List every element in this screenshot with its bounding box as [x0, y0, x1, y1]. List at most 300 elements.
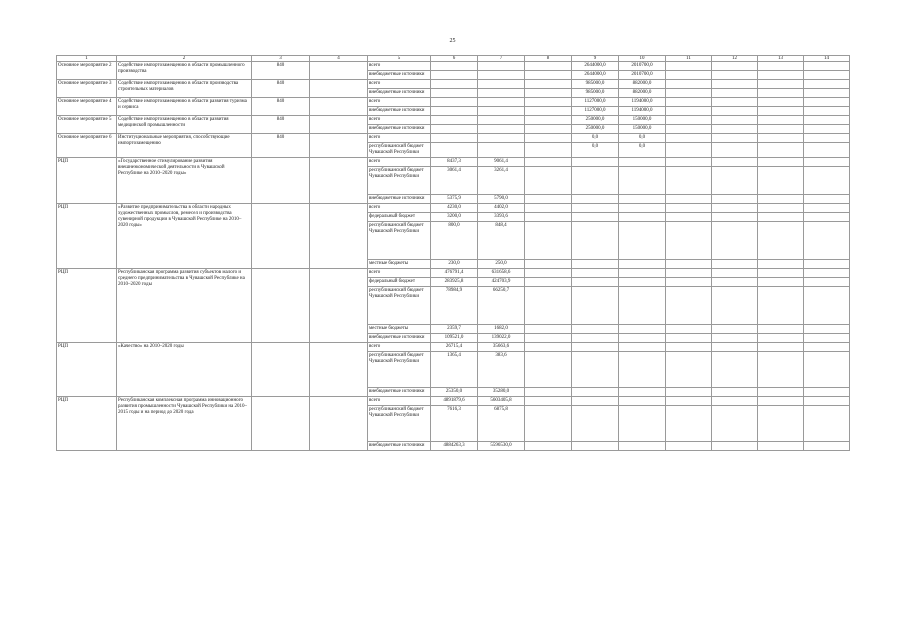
page-number: 25: [449, 38, 456, 44]
amount-col9-cell: [572, 213, 619, 222]
empty-cell: [712, 325, 758, 334]
funding-source-cell: всего: [368, 98, 431, 107]
amount-col6-cell: 25350,0: [431, 388, 478, 397]
amount-col9-cell: [572, 204, 619, 213]
amount-col10-cell: [619, 352, 666, 388]
table-row: [57, 397, 850, 406]
program-type-cell: РЦП: [57, 397, 117, 451]
funding-source-cell: внебюджетные источники: [368, 442, 431, 451]
empty-cell: [310, 204, 368, 269]
amount-col6-cell: 800,0: [431, 222, 478, 260]
empty-cell: [758, 98, 804, 107]
amount-col10-cell: 2010700,0: [619, 71, 666, 80]
empty-cell: [525, 80, 572, 89]
empty-cell: [804, 260, 850, 269]
empty-cell: [758, 167, 804, 195]
empty-cell: [666, 352, 712, 388]
amount-col6-cell: 230,0: [431, 260, 478, 269]
column-number: 13: [758, 56, 804, 62]
amount-col10-cell: 882000,0: [619, 80, 666, 89]
funding-source-cell: всего: [368, 158, 431, 167]
empty-cell: [804, 71, 850, 80]
budget-table: [56, 55, 850, 451]
empty-cell: [712, 71, 758, 80]
empty-cell: [804, 89, 850, 98]
amount-col9-cell: [572, 287, 619, 325]
amount-col6-cell: [431, 143, 478, 158]
responsible-code-cell: [252, 343, 310, 397]
empty-cell: [666, 325, 712, 334]
empty-cell: [758, 388, 804, 397]
empty-cell: [666, 134, 712, 143]
amount-col6-cell: 4884263,3: [431, 442, 478, 451]
table-row: [57, 269, 850, 278]
program-name-cell: «Развитие предпринимательства в области народных художественных промыслов, ремесел и производства сувенирной продукции в Чувашской Республике на 2010–2020 годы»: [117, 204, 252, 269]
empty-cell: [666, 71, 712, 80]
program-name-cell: Содействие импортозамещению в области промышленного производства: [117, 62, 252, 80]
empty-cell: [712, 134, 758, 143]
funding-source-cell: всего: [368, 62, 431, 71]
amount-col7-cell: [478, 143, 525, 158]
empty-cell: [804, 98, 850, 107]
responsible-code-cell: 840: [252, 98, 310, 116]
amount-col6-cell: [431, 134, 478, 143]
program-type-cell: Основное мероприятие 2: [57, 62, 117, 80]
empty-cell: [525, 204, 572, 213]
amount-col9-cell: [572, 278, 619, 287]
empty-cell: [666, 98, 712, 107]
amount-col9-cell: 2644000,0: [572, 62, 619, 71]
amount-col7-cell: 3261,4: [478, 167, 525, 195]
empty-cell: [758, 71, 804, 80]
amount-col10-cell: [619, 204, 666, 213]
empty-cell: [525, 222, 572, 260]
amount-col9-cell: [572, 352, 619, 388]
empty-cell: [525, 98, 572, 107]
amount-col10-cell: [619, 167, 666, 195]
empty-cell: [525, 89, 572, 98]
empty-cell: [310, 397, 368, 451]
empty-cell: [666, 388, 712, 397]
empty-cell: [758, 222, 804, 260]
responsible-code-cell: [252, 269, 310, 343]
empty-cell: [310, 116, 368, 134]
empty-cell: [712, 406, 758, 442]
empty-cell: [758, 204, 804, 213]
funding-source-cell: внебюджетные источники: [368, 107, 431, 116]
empty-cell: [804, 269, 850, 278]
amount-col9-cell: 0,0: [572, 134, 619, 143]
empty-cell: [666, 222, 712, 260]
column-number: 7: [478, 56, 525, 62]
empty-cell: [666, 80, 712, 89]
empty-cell: [712, 213, 758, 222]
empty-cell: [804, 158, 850, 167]
empty-cell: [666, 269, 712, 278]
column-number: 3: [252, 56, 310, 62]
empty-cell: [804, 195, 850, 204]
amount-col7-cell: 383,6: [478, 352, 525, 388]
empty-cell: [525, 213, 572, 222]
empty-cell: [758, 158, 804, 167]
empty-cell: [712, 62, 758, 71]
empty-cell: [758, 260, 804, 269]
amount-col7-cell: 848,4: [478, 222, 525, 260]
responsible-code-cell: 840: [252, 80, 310, 98]
empty-cell: [712, 278, 758, 287]
program-name-cell: Республиканская программа развития субъектов малого и среднего предпринимательства в Чувашской Республике на 2010–2020 годы: [117, 269, 252, 343]
funding-source-cell: федеральный бюджет: [368, 278, 431, 287]
empty-cell: [666, 343, 712, 352]
amount-col9-cell: 250000,0: [572, 125, 619, 134]
amount-col7-cell: 250,0: [478, 260, 525, 269]
empty-cell: [525, 143, 572, 158]
amount-col9-cell: [572, 388, 619, 397]
empty-cell: [758, 116, 804, 125]
amount-col6-cell: [431, 71, 478, 80]
program-type-cell: РЦП: [57, 204, 117, 269]
table-row: [57, 80, 850, 89]
empty-cell: [712, 343, 758, 352]
amount-col10-cell: [619, 334, 666, 343]
empty-cell: [525, 343, 572, 352]
column-number: 14: [804, 56, 850, 62]
empty-cell: [804, 287, 850, 325]
empty-cell: [525, 62, 572, 71]
empty-cell: [525, 125, 572, 134]
program-type-cell: РЦП: [57, 343, 117, 397]
funding-source-cell: внебюджетные источники: [368, 125, 431, 134]
empty-cell: [666, 143, 712, 158]
amount-col6-cell: [431, 80, 478, 89]
empty-cell: [804, 204, 850, 213]
amount-col7-cell: [478, 71, 525, 80]
empty-cell: [712, 397, 758, 406]
column-number: 6: [431, 56, 478, 62]
responsible-code-cell: 840: [252, 62, 310, 80]
table-row: [57, 98, 850, 107]
program-name-cell: Институциональные мероприятия, способствующие импортозамещению: [117, 134, 252, 158]
column-number: 4: [310, 56, 368, 62]
empty-cell: [712, 80, 758, 89]
column-number: 12: [712, 56, 758, 62]
table-row: [57, 158, 850, 167]
empty-cell: [525, 269, 572, 278]
empty-cell: [712, 260, 758, 269]
table-row: [57, 343, 850, 352]
amount-col7-cell: 35280,0: [478, 388, 525, 397]
empty-cell: [525, 107, 572, 116]
funding-source-cell: всего: [368, 80, 431, 89]
amount-col10-cell: [619, 397, 666, 406]
empty-cell: [310, 158, 368, 204]
empty-cell: [758, 343, 804, 352]
column-number: 1: [57, 56, 117, 62]
amount-col6-cell: 4230,0: [431, 204, 478, 213]
amount-col9-cell: [572, 406, 619, 442]
amount-col7-cell: 6875,8: [478, 406, 525, 442]
empty-cell: [666, 260, 712, 269]
amount-col9-cell: 985000,0: [572, 89, 619, 98]
amount-col6-cell: 8437,3: [431, 158, 478, 167]
funding-source-cell: республиканский бюджет Чувашской Республики: [368, 222, 431, 260]
column-number: 2: [117, 56, 252, 62]
empty-cell: [666, 213, 712, 222]
empty-cell: [712, 195, 758, 204]
empty-cell: [525, 195, 572, 204]
empty-cell: [310, 80, 368, 98]
program-type-cell: Основное мероприятие 3: [57, 80, 117, 98]
amount-col10-cell: 2010700,0: [619, 62, 666, 71]
amount-col7-cell: [478, 125, 525, 134]
funding-source-cell: республиканский бюджет Чувашской Республики: [368, 352, 431, 388]
empty-cell: [712, 287, 758, 325]
empty-cell: [758, 287, 804, 325]
empty-cell: [525, 134, 572, 143]
empty-cell: [525, 397, 572, 406]
amount-col6-cell: 5375,9: [431, 195, 478, 204]
empty-cell: [310, 62, 368, 80]
empty-cell: [758, 334, 804, 343]
empty-cell: [758, 406, 804, 442]
funding-source-cell: внебюджетные источники: [368, 195, 431, 204]
amount-col7-cell: [478, 89, 525, 98]
empty-cell: [525, 334, 572, 343]
empty-cell: [758, 62, 804, 71]
empty-cell: [525, 406, 572, 442]
amount-col10-cell: [619, 260, 666, 269]
program-name-cell: Республиканская комплексная программа инновационного развития промышленности Чувашской Республики на 2010–2015 годы и на период до 2020 года: [117, 397, 252, 451]
funding-source-cell: всего: [368, 269, 431, 278]
empty-cell: [525, 287, 572, 325]
empty-cell: [666, 204, 712, 213]
empty-cell: [712, 89, 758, 98]
program-type-cell: Основное мероприятие 4: [57, 98, 117, 116]
amount-col6-cell: 26715,4: [431, 343, 478, 352]
funding-source-cell: внебюджетные источники: [368, 89, 431, 98]
empty-cell: [758, 442, 804, 451]
amount-col7-cell: 5603405,8: [478, 397, 525, 406]
amount-col7-cell: 3393,6: [478, 213, 525, 222]
empty-cell: [804, 352, 850, 388]
empty-cell: [666, 334, 712, 343]
empty-cell: [666, 278, 712, 287]
empty-cell: [712, 442, 758, 451]
amount-col10-cell: [619, 343, 666, 352]
empty-cell: [712, 143, 758, 158]
amount-col7-cell: 4402,0: [478, 204, 525, 213]
amount-col7-cell: [478, 107, 525, 116]
empty-cell: [804, 134, 850, 143]
amount-col6-cell: [431, 89, 478, 98]
empty-cell: [758, 278, 804, 287]
funding-source-cell: республиканский бюджет Чувашской Республики: [368, 406, 431, 442]
amount-col9-cell: [572, 260, 619, 269]
empty-cell: [712, 388, 758, 397]
amount-col7-cell: 66250,7: [478, 287, 525, 325]
empty-cell: [804, 125, 850, 134]
amount-col10-cell: 1194000,0: [619, 98, 666, 107]
program-type-cell: РЦП: [57, 158, 117, 204]
amount-col9-cell: 2644000,0: [572, 71, 619, 80]
empty-cell: [666, 442, 712, 451]
amount-col7-cell: [478, 134, 525, 143]
empty-cell: [804, 442, 850, 451]
funding-source-cell: всего: [368, 134, 431, 143]
empty-cell: [758, 143, 804, 158]
program-name-cell: Содействие импортозамещению в области развития медицинской промышленности: [117, 116, 252, 134]
amount-col10-cell: [619, 213, 666, 222]
funding-source-cell: всего: [368, 116, 431, 125]
empty-cell: [758, 269, 804, 278]
empty-cell: [666, 125, 712, 134]
amount-col6-cell: 78984,9: [431, 287, 478, 325]
empty-cell: [666, 287, 712, 325]
amount-col10-cell: 882000,0: [619, 89, 666, 98]
funding-source-cell: республиканский бюджет Чувашской Республики: [368, 167, 431, 195]
amount-col7-cell: [478, 116, 525, 125]
amount-col6-cell: 1365,4: [431, 352, 478, 388]
amount-col7-cell: [478, 80, 525, 89]
amount-col10-cell: 0,0: [619, 143, 666, 158]
empty-cell: [804, 334, 850, 343]
empty-cell: [525, 71, 572, 80]
empty-cell: [712, 269, 758, 278]
amount-col9-cell: [572, 269, 619, 278]
empty-cell: [804, 278, 850, 287]
empty-cell: [804, 143, 850, 158]
funding-source-cell: внебюджетные источники: [368, 334, 431, 343]
empty-cell: [525, 167, 572, 195]
amount-col7-cell: 5596530,0: [478, 442, 525, 451]
amount-col10-cell: 150000,0: [619, 125, 666, 134]
amount-col6-cell: [431, 116, 478, 125]
amount-col6-cell: [431, 98, 478, 107]
funding-source-cell: внебюджетные источники: [368, 388, 431, 397]
amount-col9-cell: 1127000,0: [572, 107, 619, 116]
amount-col9-cell: [572, 325, 619, 334]
table-row: [57, 116, 850, 125]
empty-cell: [758, 125, 804, 134]
amount-col7-cell: 631658,6: [478, 269, 525, 278]
amount-col7-cell: 139022,0: [478, 334, 525, 343]
amount-col9-cell: [572, 167, 619, 195]
table-row: [57, 204, 850, 213]
column-number: 5: [368, 56, 431, 62]
responsible-code-cell: 840: [252, 116, 310, 134]
amount-col9-cell: [572, 334, 619, 343]
empty-cell: [804, 213, 850, 222]
funding-source-cell: федеральный бюджет: [368, 213, 431, 222]
table-row: [57, 134, 850, 143]
empty-cell: [804, 388, 850, 397]
empty-cell: [712, 116, 758, 125]
amount-col10-cell: [619, 158, 666, 167]
amount-col10-cell: 0,0: [619, 134, 666, 143]
amount-col10-cell: [619, 442, 666, 451]
empty-cell: [666, 406, 712, 442]
empty-cell: [804, 406, 850, 442]
empty-cell: [525, 278, 572, 287]
amount-col9-cell: 250000,0: [572, 116, 619, 125]
amount-col7-cell: 35663,6: [478, 343, 525, 352]
empty-cell: [666, 397, 712, 406]
program-type-cell: Основное мероприятие 6: [57, 134, 117, 158]
empty-cell: [712, 167, 758, 195]
table-row: [57, 62, 850, 71]
empty-cell: [712, 158, 758, 167]
amount-col7-cell: 9061,4: [478, 158, 525, 167]
amount-col9-cell: 1127000,0: [572, 98, 619, 107]
responsible-code-cell: 840: [252, 134, 310, 158]
column-number: 8: [525, 56, 572, 62]
empty-cell: [310, 343, 368, 397]
amount-col7-cell: 5790,0: [478, 195, 525, 204]
empty-cell: [310, 98, 368, 116]
empty-cell: [804, 343, 850, 352]
empty-cell: [804, 107, 850, 116]
amount-col7-cell: [478, 98, 525, 107]
empty-cell: [525, 352, 572, 388]
amount-col9-cell: 985000,0: [572, 80, 619, 89]
program-name-cell: «Государственное стимулирование развития внешнеэкономической деятельности в Чувашской Республике на 2010–2020 годы»: [117, 158, 252, 204]
empty-cell: [525, 442, 572, 451]
amount-col7-cell: 1682,0: [478, 325, 525, 334]
empty-cell: [804, 222, 850, 260]
amount-col6-cell: 2359,7: [431, 325, 478, 334]
amount-col9-cell: [572, 222, 619, 260]
amount-col9-cell: 0,0: [572, 143, 619, 158]
funding-source-cell: республиканский бюджет Чувашской Республики: [368, 143, 431, 158]
program-type-cell: РЦП: [57, 269, 117, 343]
responsible-code-cell: [252, 204, 310, 269]
empty-cell: [666, 167, 712, 195]
amount-col7-cell: 424703,9: [478, 278, 525, 287]
empty-cell: [758, 89, 804, 98]
amount-col6-cell: 3061,4: [431, 167, 478, 195]
amount-col6-cell: [431, 125, 478, 134]
amount-col6-cell: 283925,8: [431, 278, 478, 287]
empty-cell: [310, 269, 368, 343]
empty-cell: [712, 107, 758, 116]
amount-col6-cell: 476791,4: [431, 269, 478, 278]
amount-col10-cell: [619, 388, 666, 397]
funding-source-cell: местные бюджеты: [368, 325, 431, 334]
amount-col9-cell: [572, 158, 619, 167]
empty-cell: [525, 325, 572, 334]
empty-cell: [758, 397, 804, 406]
empty-cell: [758, 107, 804, 116]
funding-source-cell: внебюджетные источники: [368, 71, 431, 80]
amount-col6-cell: 3200,0: [431, 213, 478, 222]
empty-cell: [804, 80, 850, 89]
program-name-cell: «Качество» на 2010–2020 годы: [117, 343, 252, 397]
empty-cell: [712, 125, 758, 134]
empty-cell: [712, 98, 758, 107]
empty-cell: [712, 352, 758, 388]
empty-cell: [712, 334, 758, 343]
empty-cell: [525, 388, 572, 397]
program-name-cell: Содействие импортозамещению в области развития туризма и сервиса: [117, 98, 252, 116]
amount-col7-cell: [478, 62, 525, 71]
empty-cell: [758, 213, 804, 222]
empty-cell: [310, 134, 368, 158]
amount-col6-cell: [431, 62, 478, 71]
program-name-cell: Содействие импортозамещению в области производства строительных материалов: [117, 80, 252, 98]
amount-col6-cell: 7616,3: [431, 406, 478, 442]
empty-cell: [758, 325, 804, 334]
empty-cell: [525, 116, 572, 125]
